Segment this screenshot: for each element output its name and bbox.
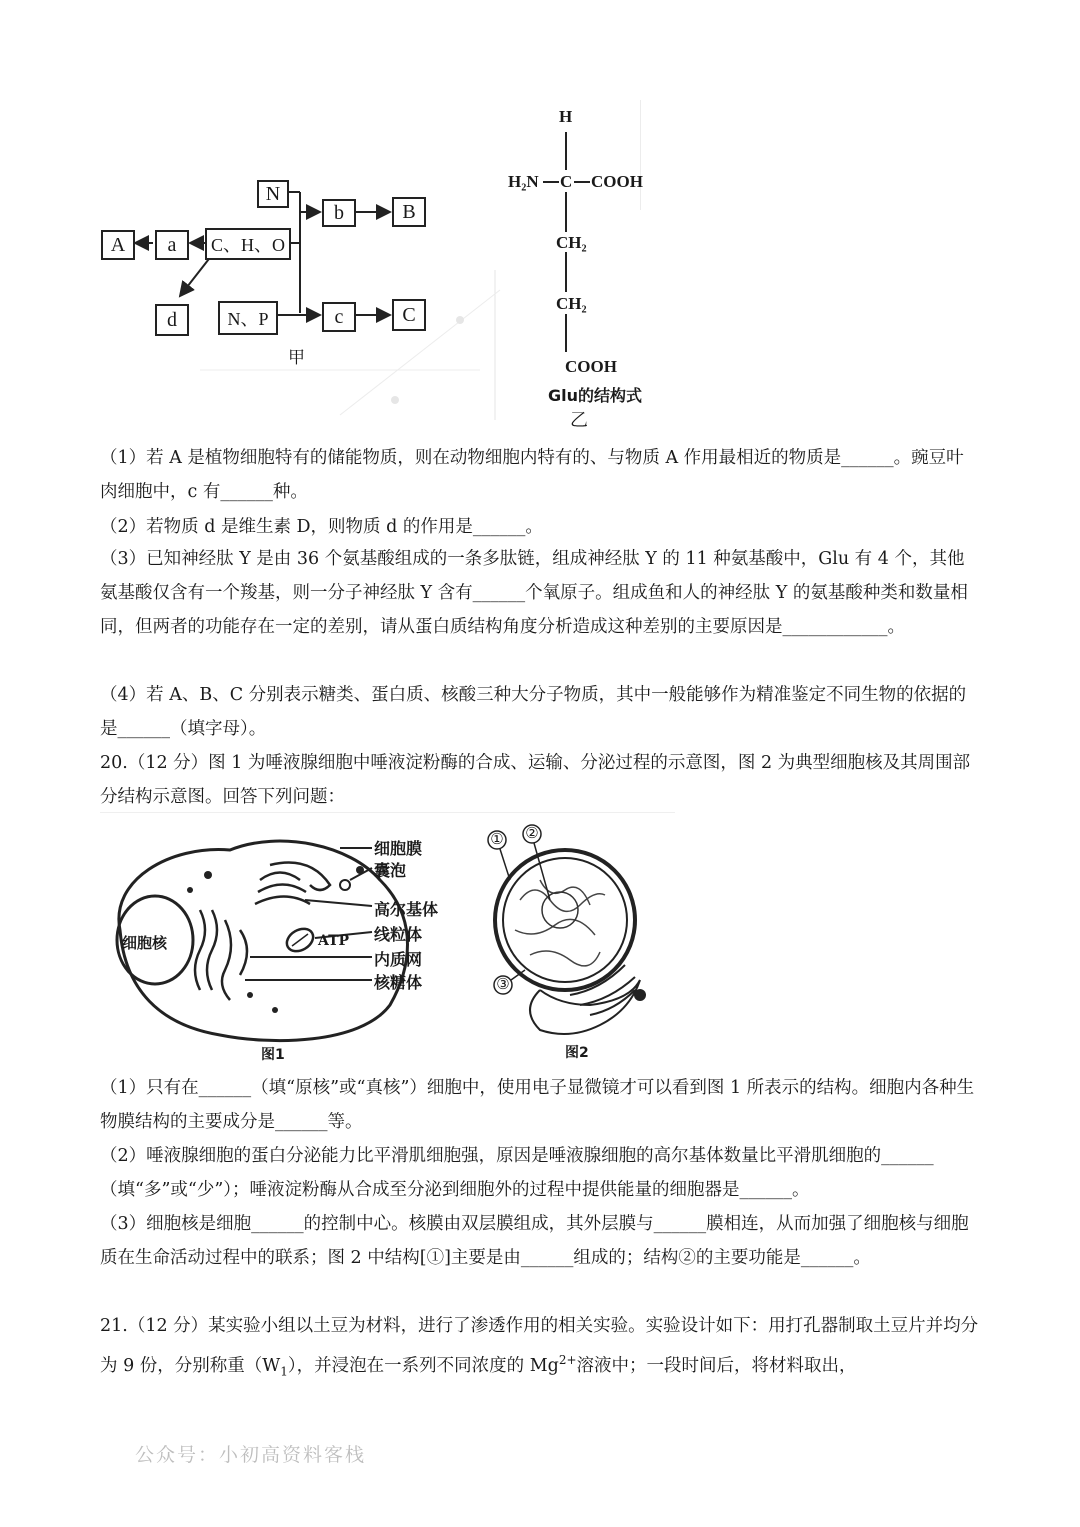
q19-part2: （2）若物质 d 是维生素 D，则物质 d 的作用是______。: [100, 517, 543, 537]
fig2-marker-3: ③: [496, 975, 510, 993]
fig1-label-er: 内质网: [374, 950, 423, 969]
q21-text-b: ），并浸泡在一系列不同浓度的 Mg: [287, 1355, 559, 1376]
box-CHO: C、H、O: [205, 228, 291, 260]
box-b: b: [322, 199, 356, 227]
box-a: a: [155, 230, 189, 260]
glu-COOH-bottom: COOH: [565, 357, 617, 376]
fig2-caption: 图2: [565, 1045, 589, 1061]
fig2-marker-1: ①: [490, 830, 504, 848]
glu-C: C: [560, 172, 573, 191]
q20-part1: （1）只有在______（填“原核”或“真核”）细胞中，使用电子显微镜才可以看到图 1 所表示的结构。细胞内各种生物膜结构的主要成分是______等。: [100, 1078, 975, 1132]
box-A: A: [101, 230, 135, 260]
glu-COOH-top: COOH: [591, 172, 643, 191]
q21-sup: 2+: [558, 1353, 577, 1367]
glu-H2N: H₂N: [508, 172, 539, 191]
q21-sub: 1: [280, 1364, 288, 1379]
fig1-label-vesicle: 囊泡: [374, 861, 407, 880]
glu-H: H: [559, 107, 573, 126]
q21-part1: [100, 1309, 980, 1388]
q20-part2: （2）唾液腺细胞的蛋白分泌能力比平滑肌细胞强，原因是唾液腺细胞的高尔基体数量比平滑肌细胞的______（填“多”或“少”）；唾液淀粉酶从合成至分泌到细胞外的过程中提供能量的细胞器是______。: [100, 1146, 934, 1200]
fig1-caption: 图1: [261, 1047, 285, 1063]
q19-part3: （3）已知神经肽 Y 是由 36 个氨基酸组成的一条多肽链，组成神经肽 Y 的 11 种氨基酸中，Glu 有 4 个，其他氨基酸仅含有一个羧基，则一分子神经肽 Y 含有______个氧原子。组成鱼和人的神经肽 Y 的氨基酸种类和数量相同，但两者的功能存在一定的差别，请从蛋白质结构角度分析造成这种差别的主要原因是____________。: [100, 549, 968, 637]
fig1-label-ribosome: 核糖体: [374, 973, 423, 992]
box-C: C: [392, 299, 426, 331]
q19-part1: （1）若 A 是植物细胞特有的储能物质，则在动物细胞内特有的、与物质 A 作用最相近的物质是______。豌豆叶肉细胞中，c 有______种。: [100, 448, 964, 502]
glu-CH2-1: CH₂: [556, 233, 587, 252]
box-d: d: [155, 304, 189, 336]
footer-watermark: 公众号：小初高资料客栈: [135, 1444, 367, 1466]
fig1-label-cell-membrane: 细胞膜: [374, 839, 423, 858]
box-N: N: [257, 180, 289, 208]
glu-CH2-2: CH₂: [556, 294, 587, 313]
box-B: B: [392, 197, 426, 227]
fig1-nucleus-label: 细胞核: [122, 934, 168, 952]
fig2-nucleus-diagram: [480, 820, 680, 1050]
fig1-label-golgi: 高尔基体: [374, 900, 439, 919]
bleed-through-figure-area: [100, 812, 675, 814]
q20-part3: （3）细胞核是细胞______的控制中心。核膜由双层膜组成，其外层膜与______膜相连，从而加强了细胞核与细胞质在生命活动过程中的联系；图 2 中结构[①]主要是由______组成的；结构②的主要功能是______。: [100, 1214, 969, 1268]
q19-part4: （4）若 A、B、C 分别表示糖类、蛋白质、核酸三种大分子物质，其中一般能够作为精准鉴定不同生物的依据的是______（填字母）。: [100, 685, 967, 739]
glu-title: Glu的结构式: [548, 386, 643, 405]
box-c: c: [322, 302, 356, 332]
box-NP: N、P: [218, 301, 278, 335]
fig1-atp-label: ATP: [318, 933, 350, 949]
q21-text-c: 溶液中；一段时间后，将材料取出，: [576, 1355, 857, 1376]
figure-jia-caption: 甲: [288, 348, 305, 368]
glu-bonds: [500, 100, 700, 380]
fig1-label-mitochondrion: 线粒体: [374, 925, 423, 944]
q21-text-a: 21.（12 分）某实验小组以土豆为材料，进行了渗透作用的相关实验。实验设计如下：用打孔器制取土豆片并均分为 9 份，分别称重（W: [100, 1316, 979, 1376]
figure-yi-caption: 乙: [570, 410, 588, 431]
fig2-marker-2: ②: [525, 824, 539, 842]
q20-stem: 20.（12 分）图 1 为唾液腺细胞中唾液淀粉酶的合成、运输、分泌过程的示意图，图 2 为典型细胞核及其周围部分结构示意图。回答下列问题：: [100, 753, 971, 807]
